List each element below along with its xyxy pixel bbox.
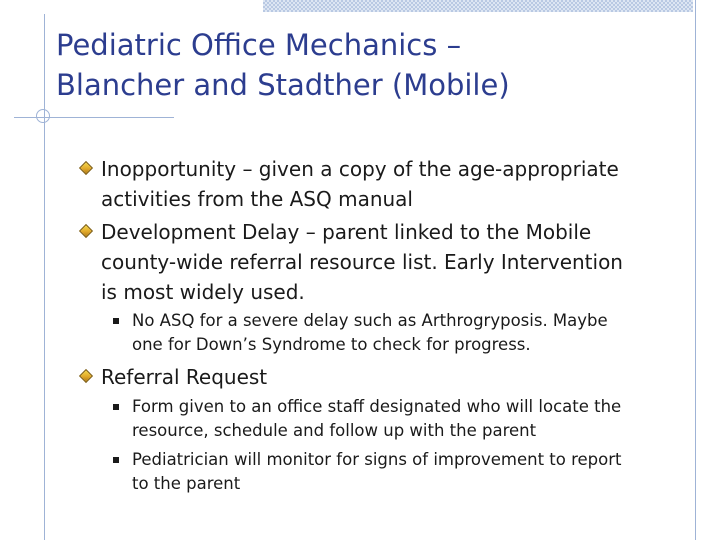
sub-bullet-item (113, 309, 693, 357)
bullet-item (78, 154, 678, 214)
sub-bullet-line: Pediatrician will monitor for signs of improvement to report (132, 450, 622, 469)
bullet-line: Inopportunity – given a copy of the age-appropriate (101, 157, 619, 181)
square-bullet-icon (113, 404, 119, 410)
sub-bullet-text (132, 395, 693, 443)
sub-bullet-text (132, 309, 693, 357)
bullet-line: Referral Request (101, 365, 268, 389)
sub-bullet-line: resource, schedule and follow up with the parent (132, 421, 537, 440)
bullet-line: is most widely used. (101, 280, 305, 304)
sub-bullet-line: Form given to an office staff designated who will locate the (132, 397, 622, 416)
diamond-bullet-icon (79, 161, 93, 175)
bullet-text (101, 217, 678, 307)
sub-bullet-item (113, 395, 693, 443)
decorative-circle (36, 109, 50, 123)
sub-bullet-line: to the parent (132, 474, 241, 493)
sub-bullet-line: No ASQ for a severe delay such as Arthrogryposis. Maybe (132, 311, 608, 330)
square-bullet-icon (113, 457, 119, 463)
bullet-text (101, 154, 678, 214)
bullet-line: Development Delay – parent linked to the Mobile (101, 220, 592, 244)
bullet-item (78, 362, 678, 392)
diamond-bullet-icon (79, 369, 93, 383)
sub-bullet-item (113, 448, 693, 496)
bullet-line: activities from the ASQ manual (101, 187, 413, 211)
bullet-line: county-wide referral resource list. Early Intervention (101, 250, 623, 274)
decorative-vertical-line-left (44, 14, 45, 540)
slide-title-line-2: Blancher and Stadther (Mobile) (56, 68, 510, 102)
sub-bullet-line: one for Down’s Syndrome to check for progress. (132, 335, 531, 354)
bullet-item (78, 217, 678, 307)
decorative-vertical-line-right (695, 0, 696, 540)
sub-bullet-text (132, 448, 693, 496)
slide-title-line-1: Pediatric Office Mechanics – (56, 28, 462, 62)
square-bullet-icon (113, 318, 119, 324)
diamond-bullet-icon (79, 224, 93, 238)
slide-title (56, 25, 686, 105)
bullet-text (101, 362, 678, 392)
decorative-pattern-strip (263, 0, 693, 12)
